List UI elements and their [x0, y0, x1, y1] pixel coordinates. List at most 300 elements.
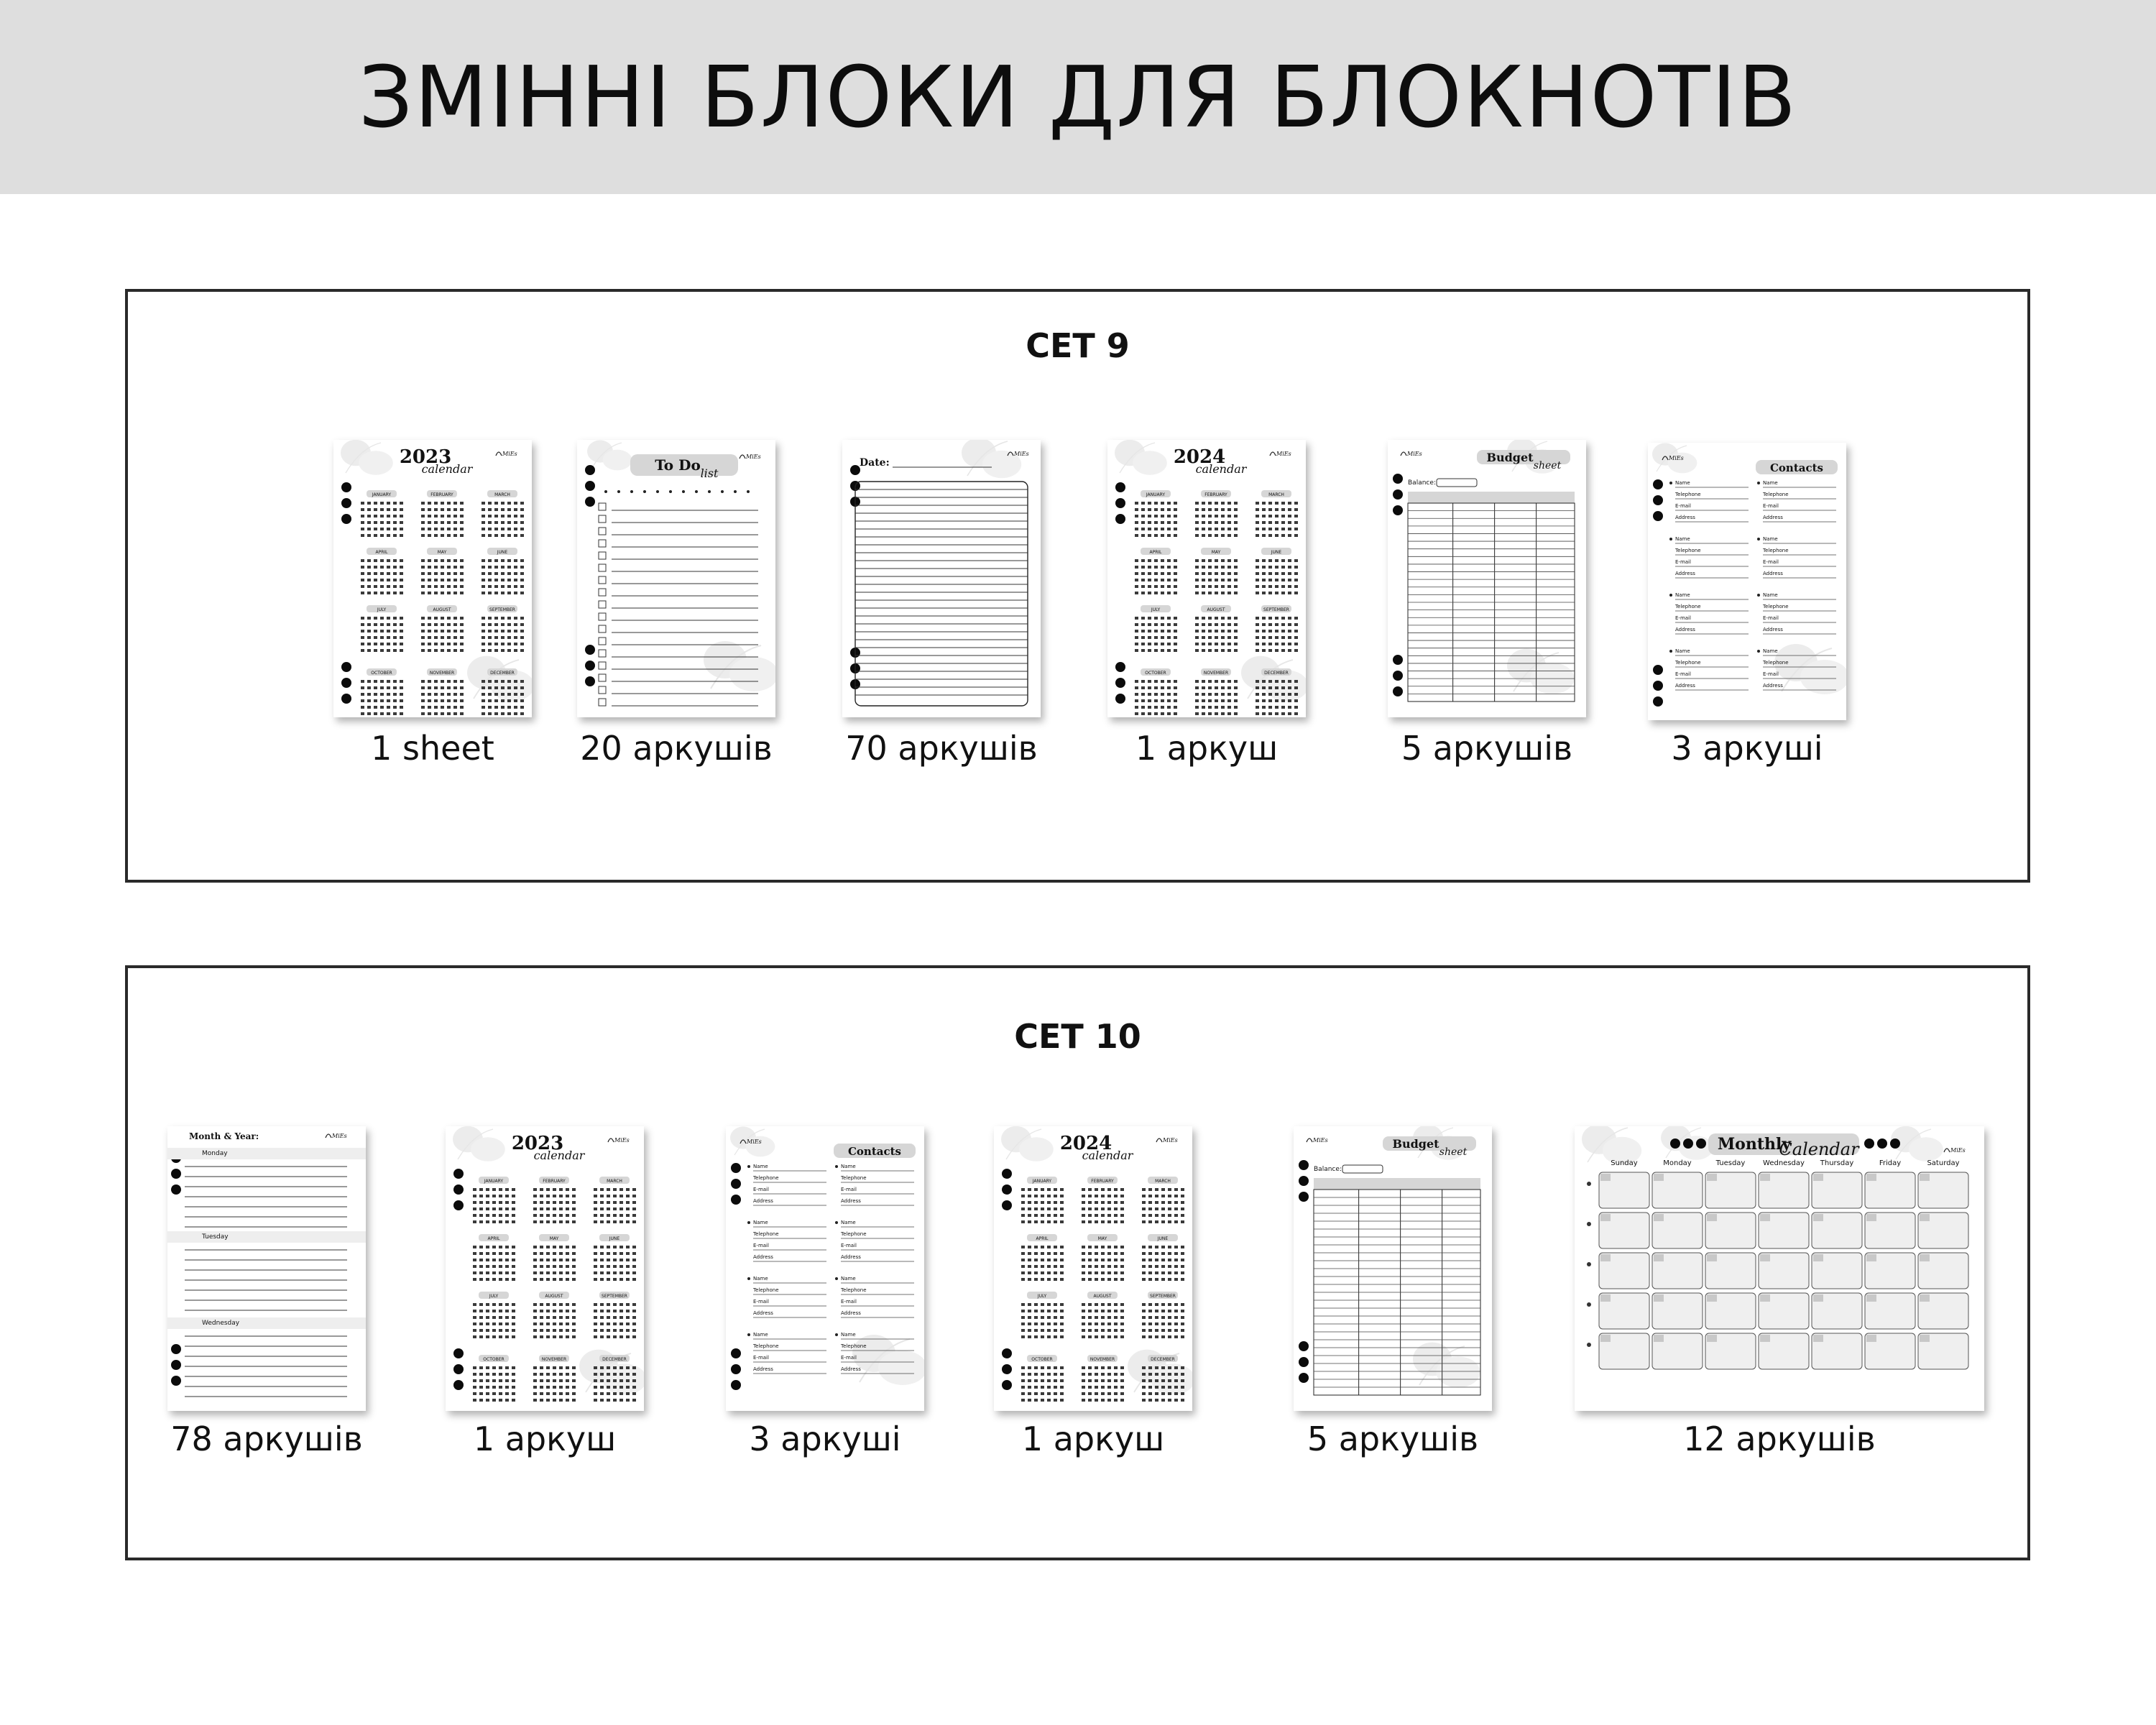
binder-hole-icon	[731, 1348, 741, 1358]
month-day-grid	[421, 502, 464, 537]
binder-hole-icon	[1696, 1138, 1706, 1149]
month-day-grid	[421, 617, 464, 652]
day-number-box	[1760, 1254, 1770, 1261]
day-header-bg	[167, 1317, 366, 1329]
checkbox-icon	[599, 601, 606, 608]
brand-logo: MiEs	[1163, 1137, 1178, 1144]
calendar-script: calendar	[1195, 462, 1247, 476]
day-number-box	[1654, 1294, 1664, 1302]
binder-hole-icon	[1670, 1138, 1680, 1149]
contact-field-label: Name	[841, 1164, 856, 1169]
contact-field-label: Name	[1763, 592, 1778, 598]
contact-field-label: Name	[753, 1332, 768, 1338]
binder-hole-icon	[1393, 505, 1403, 515]
leaf-decoration-icon	[1413, 1343, 1480, 1388]
binder-hole-icon	[1393, 671, 1403, 681]
contact-field-label: Address	[1763, 627, 1783, 632]
contact-field-label: Name	[1675, 480, 1690, 486]
month-day-grid	[1135, 680, 1177, 715]
binder-hole-icon	[1299, 1192, 1309, 1202]
month-name: JANUARY	[1146, 492, 1166, 497]
contact-field-label: E-mail	[1763, 559, 1779, 565]
month-name: SEPTEMBER	[1150, 1294, 1176, 1299]
binder-hole-icon	[1393, 474, 1403, 484]
month-name: APRIL	[1036, 1236, 1049, 1241]
day-number-box	[1866, 1254, 1876, 1261]
binder-hole-icon	[171, 1344, 181, 1354]
day-number-box	[1600, 1335, 1611, 1342]
brand-logo: MiEs	[1407, 451, 1422, 457]
date-label: Date:	[860, 457, 890, 469]
calendar-thumbnail	[333, 440, 532, 956]
binder-hole-icon	[1653, 495, 1663, 505]
binder-hole-icon	[1299, 1357, 1309, 1367]
brand-logo-icon	[1156, 1138, 1162, 1142]
checkbox-icon	[599, 662, 606, 669]
contact-field-label: Name	[1763, 480, 1778, 486]
todo-sheet-graphic	[577, 440, 775, 717]
binder-hole-icon	[453, 1364, 464, 1374]
contacts-sheet-preview	[1648, 443, 1846, 720]
brand-logo: MiEs	[746, 454, 761, 460]
binder-hole-icon	[1002, 1169, 1012, 1179]
checkbox-icon	[599, 528, 606, 535]
day-number-box	[1654, 1254, 1664, 1261]
brand-logo-icon	[326, 1134, 331, 1138]
contact-field-label: E-mail	[753, 1299, 769, 1305]
month-name: JUNE	[497, 550, 508, 555]
day-number-box	[1920, 1254, 1930, 1261]
sheet-count-caption: 1 sheet	[371, 729, 494, 768]
weekday-label: Thursday	[1820, 1159, 1854, 1167]
contact-field-label: Address	[753, 1254, 773, 1260]
binder-hole-icon	[341, 694, 351, 704]
month-name: APRIL	[1149, 550, 1162, 555]
month-name: FEBRUARY	[543, 1179, 566, 1184]
set-9-panel	[125, 289, 2030, 883]
contact-field-label: Telephone	[1763, 604, 1789, 610]
month-day-grid	[361, 502, 403, 537]
contact-field-label: Address	[1675, 571, 1695, 576]
contact-field-label: E-mail	[1675, 671, 1691, 677]
month-day-grid	[1195, 617, 1238, 652]
weekday-label: Saturday	[1927, 1159, 1960, 1167]
contact-field-label: Telephone	[841, 1231, 867, 1237]
contact-field-label: Telephone	[753, 1287, 779, 1293]
budget-sheet-preview	[1294, 1126, 1492, 1411]
month-day-grid	[533, 1366, 576, 1402]
month-day-grid	[533, 1246, 576, 1281]
day-header-bg	[167, 1148, 366, 1159]
month-name: JULY	[1037, 1294, 1047, 1299]
month-day-grid	[1082, 1246, 1124, 1281]
checkbox-icon	[599, 638, 606, 645]
sheet-count-caption: 20 аркушів	[580, 729, 773, 768]
row-bullet-icon	[1587, 1262, 1591, 1266]
leaf-decoration-icon	[1774, 644, 1846, 694]
balance-field	[1437, 479, 1477, 487]
contact-field-label: Address	[1763, 683, 1783, 689]
month-name: OCTOBER	[1145, 671, 1166, 676]
todo-sheet-preview	[577, 440, 775, 717]
table-header	[1408, 492, 1575, 503]
calendar-sheet-graphic	[333, 440, 532, 717]
notes-sheet-graphic	[842, 440, 1041, 717]
month-name: MARCH	[494, 492, 510, 497]
calendar-year: 2023	[511, 1133, 564, 1154]
contact-field-label: Telephone	[841, 1175, 867, 1181]
checkbox-icon	[599, 686, 606, 694]
binder-hole-icon	[341, 662, 351, 672]
dot-icon	[747, 490, 750, 493]
leaf-decoration-icon	[704, 641, 775, 691]
weekly-sheet-graphic	[167, 1126, 366, 1411]
binder-hole-icon	[1653, 665, 1663, 675]
checkbox-icon	[599, 650, 606, 657]
month-day-grid	[473, 1303, 515, 1338]
todo-thumbnail	[577, 440, 775, 956]
brand-logo: MiEs	[1014, 451, 1029, 457]
leaf-decoration-icon	[453, 1126, 505, 1162]
contacts-title: Contacts	[1769, 461, 1824, 474]
brand-logo-icon	[496, 452, 502, 456]
contact-field-label: Telephone	[1675, 660, 1701, 666]
binder-hole-icon	[1393, 686, 1403, 696]
month-day-grid	[1142, 1188, 1184, 1223]
contact-field-label: Address	[841, 1254, 861, 1260]
checkbox-icon	[599, 625, 606, 632]
budget-title: Budget	[1486, 451, 1534, 464]
contact-field-label: Address	[753, 1310, 773, 1316]
contact-field-label: Address	[841, 1198, 861, 1204]
contact-field-label: Address	[841, 1310, 861, 1316]
binder-hole-icon	[1653, 681, 1663, 691]
binder-hole-icon	[171, 1376, 181, 1386]
month-day-grid	[1082, 1366, 1124, 1402]
calendar-sheet-preview	[333, 440, 532, 717]
contacts-sheet-graphic	[1648, 443, 1846, 720]
day-number-box	[1600, 1254, 1611, 1261]
binder-hole-icon	[341, 514, 351, 524]
day-number-box	[1707, 1214, 1717, 1221]
month-name: MARCH	[607, 1179, 622, 1184]
bullet-icon	[835, 1221, 838, 1224]
leaf-decoration-icon	[341, 440, 393, 475]
day-number-box	[1866, 1294, 1876, 1302]
notes-sheet-preview	[842, 440, 1041, 717]
binder-hole-icon	[585, 481, 595, 491]
contact-field-label: Name	[753, 1276, 768, 1282]
binder-hole-icon	[1002, 1348, 1012, 1358]
contact-field-label: Name	[841, 1276, 856, 1282]
leaf-decoration-icon	[1001, 1126, 1054, 1162]
contact-field-label: Address	[753, 1366, 773, 1372]
month-name: NOVEMBER	[541, 1357, 567, 1362]
bullet-icon	[747, 1165, 750, 1168]
binder-hole-icon	[1115, 482, 1125, 492]
binder-hole-icon	[1653, 696, 1663, 707]
month-name: OCTOBER	[483, 1357, 505, 1362]
day-number-box	[1866, 1335, 1876, 1342]
month-name: DECEMBER	[602, 1357, 627, 1362]
checkbox-icon	[599, 540, 606, 547]
day-number-box	[1813, 1335, 1823, 1342]
dot-icon	[721, 490, 724, 493]
bullet-icon	[1757, 538, 1760, 540]
contact-field-label: Telephone	[1763, 548, 1789, 553]
contact-field-label: Name	[841, 1332, 856, 1338]
binder-hole-icon	[1002, 1184, 1012, 1195]
binder-hole-icon	[341, 482, 351, 492]
month-name: SEPTEMBER	[1263, 607, 1289, 612]
contact-field-label: Name	[1763, 536, 1778, 542]
month-name: JANUARY	[372, 492, 392, 497]
day-number-box	[1813, 1214, 1823, 1221]
budget-sheet-preview	[1388, 440, 1586, 717]
calendar-sheet-preview	[994, 1126, 1192, 1411]
brand-logo: MiEs	[1950, 1147, 1966, 1154]
binder-hole-icon	[1653, 511, 1663, 521]
month-name: MAY	[1097, 1236, 1107, 1241]
budget-script: sheet	[1439, 1146, 1468, 1158]
binder-hole-icon	[171, 1360, 181, 1370]
dot-icon	[695, 490, 698, 493]
set-title: СЕТ 9	[1026, 326, 1130, 365]
brand-logo-icon	[1307, 1138, 1312, 1142]
month-name: JUNE	[1271, 550, 1282, 555]
month-day-grid	[482, 559, 524, 594]
binder-hole-icon	[453, 1348, 464, 1358]
binder-hole-icon	[1683, 1138, 1693, 1149]
month-name: JULY	[489, 1294, 499, 1299]
set-10-panel	[125, 965, 2030, 1560]
contact-field-label: Address	[841, 1366, 861, 1372]
day-number-box	[1813, 1174, 1823, 1181]
brand-logo: MiEs	[614, 1137, 630, 1144]
dot-icon	[630, 490, 633, 493]
month-day-grid	[533, 1303, 576, 1338]
month-name: FEBRUARY	[430, 492, 453, 497]
month-name: OCTOBER	[371, 671, 392, 676]
contact-field-label: E-mail	[841, 1187, 857, 1192]
day-number-box	[1654, 1174, 1664, 1181]
month-day-grid	[1135, 559, 1177, 594]
calendar-sheet-graphic	[446, 1126, 644, 1411]
weekday-label: Monday	[1663, 1159, 1692, 1167]
binder-hole-icon	[731, 1380, 741, 1390]
bullet-icon	[1669, 594, 1672, 597]
calendar-sheet-preview	[1107, 440, 1306, 717]
binder-hole-icon	[1002, 1364, 1012, 1374]
day-number-box	[1654, 1214, 1664, 1221]
month-day-grid	[1082, 1188, 1124, 1223]
sheet-count-caption: 5 аркушів	[1401, 729, 1573, 768]
calendar-sheet-preview	[446, 1126, 644, 1411]
weekly-title: Month & Year:	[189, 1131, 259, 1141]
contact-field-label: Address	[1763, 571, 1783, 576]
month-name: AUGUST	[1207, 607, 1225, 612]
month-name: DECEMBER	[1264, 671, 1289, 676]
binder-hole-icon	[585, 661, 595, 671]
binder-hole-icon	[341, 498, 351, 508]
month-name: JULY	[377, 607, 387, 612]
month-day-grid	[1082, 1303, 1124, 1338]
month-day-grid	[473, 1246, 515, 1281]
binder-hole-icon	[731, 1195, 741, 1205]
contact-field-label: Telephone	[1763, 492, 1789, 497]
contact-field-label: E-mail	[1763, 615, 1779, 621]
contact-field-label: Address	[1763, 515, 1783, 520]
set-title: СЕТ 10	[1014, 1017, 1141, 1056]
checkbox-icon	[599, 564, 606, 571]
contact-field-label: E-mail	[1675, 615, 1691, 621]
balance-field	[1342, 1165, 1383, 1173]
contact-field-label: Name	[1675, 592, 1690, 598]
month-name: MAY	[1211, 550, 1221, 555]
monthly-sheet-graphic	[1575, 1126, 1984, 1411]
bullet-icon	[835, 1333, 838, 1336]
checkbox-icon	[599, 503, 606, 510]
day-number-box	[1707, 1335, 1717, 1342]
month-day-grid	[1135, 617, 1177, 652]
binder-hole-icon	[585, 645, 595, 655]
brand-logo-icon	[1401, 452, 1406, 456]
month-name: JUNE	[609, 1236, 620, 1241]
sheet-count-caption: 78 аркушів	[170, 1420, 363, 1458]
calendar-thumbnail	[1107, 440, 1306, 956]
bullet-icon	[1669, 538, 1672, 540]
bullet-icon	[747, 1221, 750, 1224]
day-number-box	[1920, 1335, 1930, 1342]
month-name: DECEMBER	[490, 671, 515, 676]
month-day-grid	[473, 1188, 515, 1223]
month-day-grid	[1256, 617, 1298, 652]
bullet-icon	[1757, 650, 1760, 653]
budget-title: Budget	[1392, 1137, 1439, 1151]
month-name: SEPTEMBER	[602, 1294, 627, 1299]
binder-hole-icon	[1115, 662, 1125, 672]
binder-hole-icon	[731, 1163, 741, 1173]
binder-hole-icon	[1653, 479, 1663, 489]
month-name: AUGUST	[545, 1294, 563, 1299]
calendar-year: 2024	[1173, 446, 1226, 468]
leaf-decoration-icon	[852, 1335, 924, 1385]
bullet-icon	[747, 1333, 750, 1336]
budget-thumbnail	[1388, 440, 1586, 956]
day-number-box	[1707, 1174, 1717, 1181]
monthly-title: Monthly	[1717, 1135, 1792, 1154]
contact-field-label: Telephone	[753, 1343, 779, 1349]
bullet-icon	[1669, 650, 1672, 653]
dot-icon	[734, 490, 737, 493]
month-day-grid	[594, 1246, 636, 1281]
binder-hole-icon	[585, 465, 595, 475]
month-name: AUGUST	[1093, 1294, 1112, 1299]
checkbox-icon	[599, 515, 606, 523]
sheet-count-caption: 1 аркуш	[1021, 1420, 1165, 1458]
day-number-box	[1600, 1174, 1611, 1181]
month-name: APRIL	[487, 1236, 500, 1241]
calendar-sheet-graphic	[994, 1126, 1192, 1411]
binder-hole-icon	[1002, 1200, 1012, 1210]
binder-hole-icon	[1115, 694, 1125, 704]
contact-field-label: E-mail	[753, 1187, 769, 1192]
month-day-grid	[482, 502, 524, 537]
bullet-icon	[1757, 482, 1760, 484]
contacts-sheet-preview	[726, 1126, 924, 1411]
month-day-grid	[1195, 559, 1238, 594]
day-number-box	[1813, 1254, 1823, 1261]
binder-hole-icon	[1299, 1160, 1309, 1170]
month-day-grid	[1195, 502, 1238, 537]
brand-logo: MiEs	[747, 1138, 762, 1145]
weekday-label: Wednesday	[1763, 1159, 1805, 1167]
month-day-grid	[1021, 1303, 1064, 1338]
sheet-count-caption: 3 аркуші	[1671, 729, 1823, 768]
sheet-count-caption: 12 аркушів	[1683, 1420, 1876, 1458]
month-day-grid	[473, 1366, 515, 1402]
dot-icon	[682, 490, 685, 493]
weekday-label: Friday	[1879, 1159, 1902, 1167]
month-name: JANUARY	[1032, 1179, 1052, 1184]
brand-logo-icon	[740, 455, 745, 459]
calendar-script: calendar	[421, 462, 473, 476]
month-day-grid	[533, 1188, 576, 1223]
checkbox-icon	[599, 552, 606, 559]
sheet-count-caption: 5 аркушів	[1307, 1420, 1479, 1458]
brand-logo: MiEs	[1276, 451, 1291, 457]
day-name: Wednesday	[202, 1320, 240, 1327]
budget-sheet-graphic	[1388, 440, 1586, 717]
month-name: DECEMBER	[1151, 1357, 1175, 1362]
contact-field-label: Name	[753, 1164, 768, 1169]
binder-hole-icon	[1299, 1341, 1309, 1351]
dot-icon	[656, 490, 659, 493]
binder-hole-icon	[585, 497, 595, 507]
budget-script: sheet	[1533, 460, 1562, 472]
checkbox-icon	[599, 589, 606, 596]
month-name: JANUARY	[484, 1179, 504, 1184]
binder-hole-icon	[1877, 1138, 1887, 1149]
todo-script: list	[700, 466, 719, 480]
day-header-bg	[167, 1231, 366, 1243]
month-name: MAY	[437, 550, 447, 555]
month-day-grid	[421, 680, 464, 715]
month-name: SEPTEMBER	[489, 607, 515, 612]
row-bullet-icon	[1587, 1222, 1591, 1226]
checkbox-icon	[599, 699, 606, 706]
binder-hole-icon	[1393, 655, 1403, 665]
todo-title: To Do	[655, 456, 701, 474]
contact-field-label: E-mail	[841, 1299, 857, 1305]
page-header	[0, 0, 2156, 194]
leaf-decoration-icon	[587, 440, 632, 470]
weekly-thumbnail	[167, 1126, 366, 1647]
contact-field-label: Name	[753, 1220, 768, 1225]
brand-logo: MiEs	[502, 451, 517, 457]
month-day-grid	[594, 1303, 636, 1338]
row-bullet-icon	[1587, 1302, 1591, 1307]
balance-label: Balance:	[1314, 1166, 1342, 1173]
month-day-grid	[1135, 502, 1177, 537]
contact-field-label: E-mail	[1763, 503, 1779, 509]
contact-field-label: Name	[1675, 536, 1690, 542]
month-name: MAY	[549, 1236, 559, 1241]
brand-logo: MiEs	[1669, 455, 1684, 461]
leaf-decoration-icon	[1115, 440, 1167, 475]
monthly-thumbnail	[1575, 1126, 1984, 1647]
month-day-grid	[482, 617, 524, 652]
